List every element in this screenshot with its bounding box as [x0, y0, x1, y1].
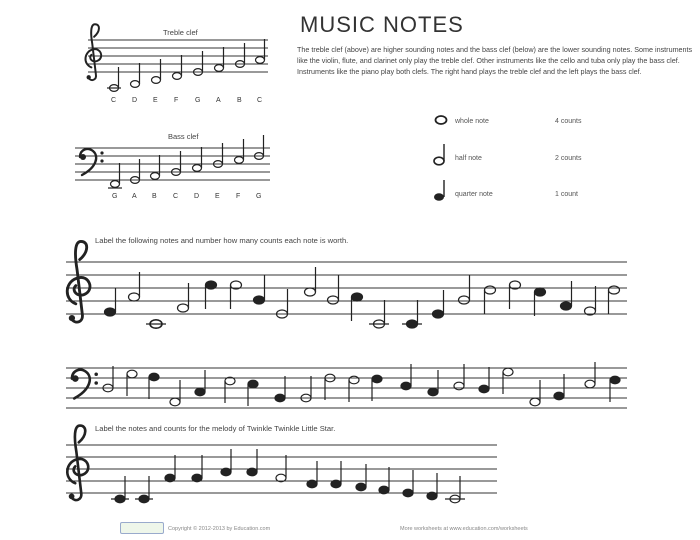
- page-title: MUSIC NOTES: [300, 12, 464, 37]
- exercise-1-instructions: Label the following notes and number how many counts each note is worth.: [95, 236, 349, 245]
- footer-copyright: Copyright © 2012-2013 by Education.com: [168, 526, 271, 532]
- whole-note-icon: [436, 116, 447, 124]
- bass-clef-heading: Bass clef: [168, 132, 199, 141]
- half-note-icon: [434, 144, 444, 165]
- exercise-treble-notes: [105, 267, 620, 328]
- treble-letter: D: [132, 97, 138, 104]
- exercise-2-instructions: Label the notes and counts for the melody of Twinkle Twinkle Little Star.: [95, 424, 336, 433]
- bass-clef-icon: [72, 370, 98, 399]
- treble-letter: C: [111, 97, 117, 104]
- exercise-bass-notes: [103, 362, 620, 406]
- bass-letter: D: [194, 193, 200, 200]
- bass-letter: B: [152, 193, 157, 200]
- treble-clef-icon: [67, 426, 88, 500]
- bass-letter: A: [132, 193, 137, 200]
- treble-clef-heading: Treble clef: [163, 28, 198, 37]
- quarter-note-icon: [434, 180, 444, 201]
- exercise-twinkle-staff: [66, 426, 497, 500]
- bass-letter: F: [236, 193, 241, 200]
- bass-letter: G: [112, 193, 118, 200]
- legend-half-count: 2 counts: [555, 155, 582, 162]
- legend-whole-name: whole note: [455, 118, 489, 125]
- intro-paragraph: The treble clef (above) are higher sounding notes and the bass clef (below) are the lower sounding notes. Some instruments like the violin, flute, and clarinet only play the treble clef. Other instruments like the cello and tuba only play the bass clef. Instruments like the piano play both clefs. The right hand plays the treble clef and the left plays the bass clef.: [297, 45, 693, 76]
- treble-letter: G: [195, 97, 201, 104]
- treble-reference-staff: [85, 24, 268, 91]
- treble-letter: E: [153, 97, 158, 104]
- bass-letters: [112, 193, 261, 200]
- treble-letters: [111, 97, 262, 104]
- footer-more-link[interactable]: More worksheets at www.education.com/worksheets: [400, 526, 528, 532]
- bass-letter: G: [256, 193, 262, 200]
- treble-letter: B: [237, 97, 242, 104]
- bass-letter: E: [215, 193, 220, 200]
- bass-reference-staff: [75, 135, 270, 188]
- legend-half-name: half note: [455, 155, 482, 162]
- bass-clef-icon: [80, 149, 104, 175]
- treble-letter: C: [257, 97, 263, 104]
- exercise-treble-staff: [66, 241, 627, 322]
- legend-quarter-name: quarter note: [455, 191, 493, 198]
- legend-whole-count: 4 counts: [555, 118, 582, 125]
- treble-letter: A: [216, 97, 221, 104]
- treble-clef-icon: [67, 241, 90, 322]
- legend-quarter-count: 1 count: [555, 191, 578, 198]
- treble-letter: F: [174, 97, 179, 104]
- bass-letter: C: [173, 193, 179, 200]
